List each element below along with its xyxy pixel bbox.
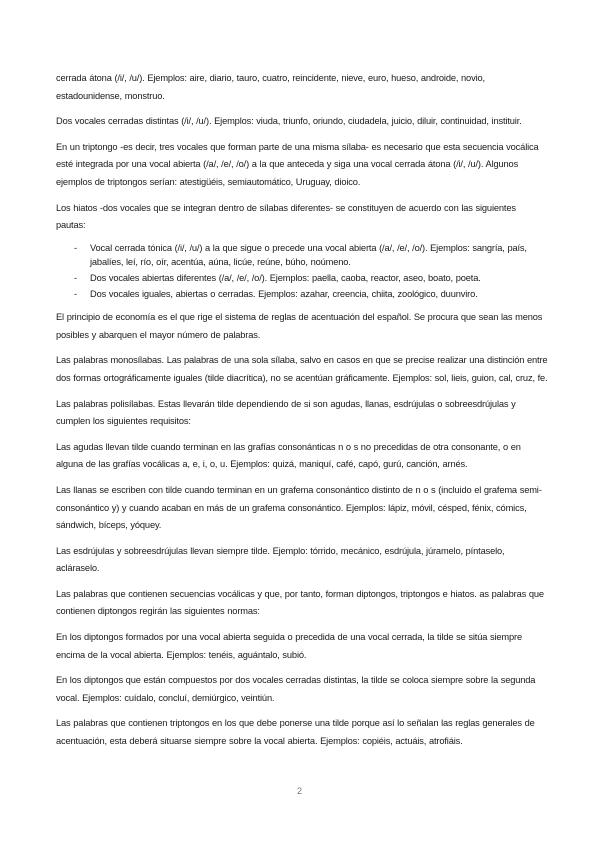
paragraph-llanas: Las llanas se escriben con tilde cuando terminan en un grafema consonántico distinto de n o s (incluido el grafema semi-consonántico y) y cuando acaban en más de un grafema consonántico. Ejemplos: lápiz, móvil, césped, fénix, cómics, sándwich, bíceps, yóquey.: [56, 484, 542, 531]
paragraph-diphthong-closed-accent: En los diptongos que están compuestos por dos vocales cerradas distintas, la tilde se coloca siempre sobre la segunda vocal. Ejemplos: cuídalo, concluí, demiúrgico, veintiún.: [56, 675, 536, 703]
paragraph-vowel-sequences: Las palabras que contienen secuencias vocálicas y que, por tanto, forman diptongos, triptongos e hiatos. as palabras que contienen diptongos regirán las siguientes normas:: [56, 588, 544, 617]
paragraph-triphthong: En un triptongo -es decir, tres vocales que forman parte de una misma sílaba- es necesario que esta secuencia vocálica esté integrada por una vocal abierta (/a/, /e/, /o/) a la que anteceda y siga una vocal cerrada átona (/i/, /u/). Algunos ejemplos de triptongos serían: atestigüéis, semiautomático, Uruguay, dioico.: [56, 141, 539, 187]
paragraph-polysyllables: Las palabras polisílabas. Estas llevarán tilde dependiendo de si son agudas, llanas, esdrújulas o sobreesdrújulas y cumplen los siguientes requisitos:: [56, 398, 516, 427]
paragraph-hiatus-intro: Los hiatos -dos vocales que se integran dentro de sílabas diferentes- se constituyen de acuerdo con las siguientes pautas:: [56, 202, 516, 231]
hiatus-rules-list: [56, 241, 548, 301]
paragraph-agudas: Las agudas llevan tilde cuando terminan en las grafías consonánticas n o s no precedidas de otra consonante, o en alguna de las grafías vocálicas a, e, i, o, u. Ejemplos: quizá, maniquí, café, capó, gurú, canción, arnés.: [56, 441, 521, 470]
list-bullet: -: [74, 288, 77, 299]
paragraph-esdrujulas: Las esdrújulas y sobreesdrújulas llevan siempre tilde. Ejemplo: tórrido, mecánico, esdrújula, júramelo, píntaselo, acláraselo.: [56, 545, 505, 574]
list-bullet: -: [74, 272, 77, 283]
list-bullet: -: [74, 242, 77, 253]
page-content: [56, 70, 548, 759]
list-item: [56, 241, 548, 269]
paragraph-diphthong-open-closed-continued: cerrada átona (/i/, /u/). Ejemplos: aire, diario, tauro, cuatro, reincidente, nieve, euro, hueso, androide, novio, estadounidense, monstruo.: [56, 73, 485, 101]
list-item-text: Dos vocales abiertas diferentes (/a/, /e/, /o/). Ejemplos: paella, caoba, reactor, aseo, boato, poeta.: [90, 272, 481, 283]
paragraph-diphthong-two-closed: Dos vocales cerradas distintas (/i/, /u/). Ejemplos: viuda, triunfo, oriundo, ciudadela, juicio, diluir, continuidad, instituir.: [56, 116, 522, 127]
list-item: [56, 287, 548, 301]
paragraph-diphthong-open-accent: En los diptongos formados por una vocal abierta seguida o precedida de una vocal cerrada, la tilde se sitúa siempre encima de la vocal abierta. Ejemplos: tenéis, aguántalo, subió.: [56, 632, 522, 660]
paragraph-economy-principle: El principio de economía es el que rige el sistema de reglas de acentuación del español. Se procura que sean las menos posibles y abarquen el mayor número de palabras.: [56, 312, 543, 340]
paragraph-monosyllables: Las palabras monosílabas. Las palabras de una sola sílaba, salvo en casos en que se precise realizar una distinción entre dos formas ortográficamente iguales (tilde diacrítica), no se acentúan gráficamente. Ejemplos: sol, lieis, guion, cal, cruz, fe.: [56, 355, 548, 383]
list-item-text: Vocal cerrada tónica (/i/, /u/) a la que sigue o precede una vocal abierta (/a/, /e/, /o/). Ejemplos: sangría, país, jabalíes, leí, río, oír, acentúa, aúna, licúe, reúne, búho, noúmeno.: [90, 242, 527, 267]
page-number: 2: [296, 786, 302, 796]
list-item-text: Dos vocales iguales, abiertas o cerradas. Ejemplos: azahar, creencia, chiita, zoológico, duunviro.: [90, 288, 478, 299]
paragraph-triphthong-accent: Las palabras que contienen triptongos en los que debe ponerse una tilde porque así lo señalan las reglas generales de acentuación, esta deberá situarse siempre sobre la vocal abierta. Ejemplos: copiéis, actuáis, atrofiáis.: [56, 718, 535, 747]
list-item: [56, 271, 548, 285]
